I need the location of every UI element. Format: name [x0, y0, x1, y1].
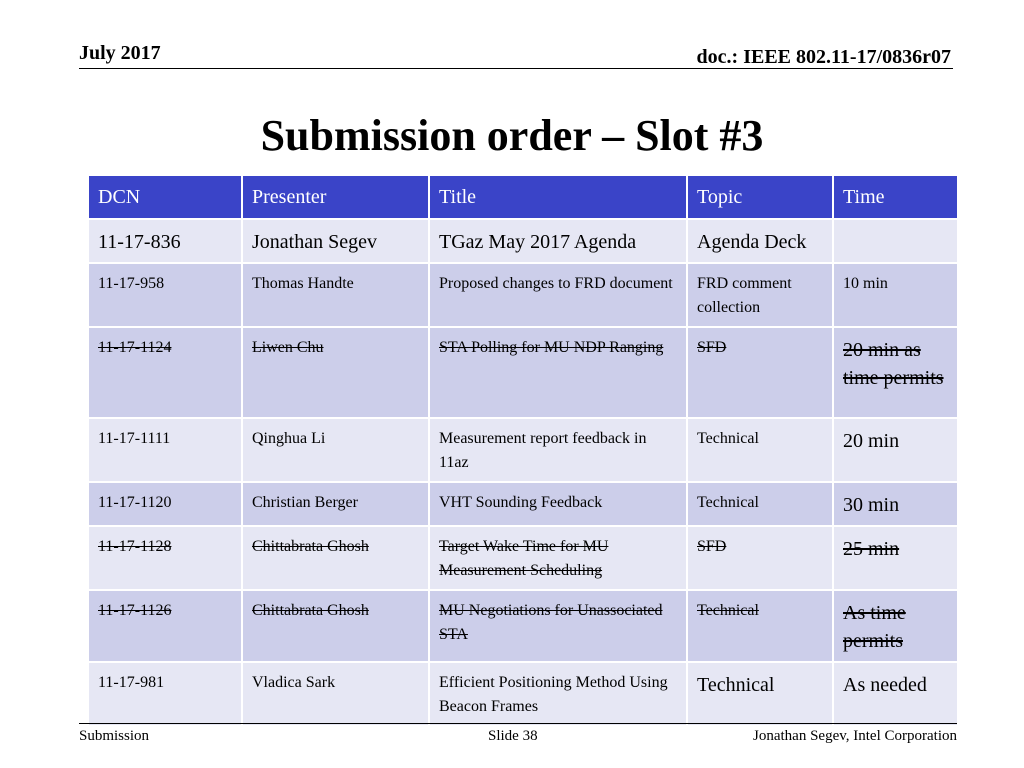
cell-topic: FRD comment collection	[687, 263, 833, 327]
cell-presenter: Chittabrata Ghosh	[242, 526, 429, 590]
cell-time: 10 min	[833, 263, 958, 327]
slide-title: Submission order – Slot #3	[260, 111, 764, 160]
table-row	[88, 263, 958, 327]
cell-presenter: Chittabrata Ghosh	[242, 590, 429, 662]
cell-topic: SFD	[687, 526, 833, 590]
table-row	[88, 662, 958, 726]
header-divider	[79, 68, 953, 69]
cell-dcn: 11-17-1128	[88, 526, 242, 590]
cell-topic: SFD	[687, 327, 833, 418]
cell-title: Proposed changes to FRD document	[429, 263, 687, 327]
cell-time: 30 min	[833, 482, 958, 526]
cell-time: As needed	[833, 662, 958, 726]
table-row-struck	[88, 327, 958, 418]
column-header-title: Title	[429, 175, 687, 219]
submission-table	[87, 174, 959, 727]
cell-topic: Technical	[687, 482, 833, 526]
cell-presenter: Vladica Sark	[242, 662, 429, 726]
column-header-presenter: Presenter	[242, 175, 429, 219]
cell-title: VHT Sounding Feedback	[429, 482, 687, 526]
cell-presenter: Thomas Handte	[242, 263, 429, 327]
column-header-topic: Topic	[687, 175, 833, 219]
cell-presenter: Qinghua Li	[242, 418, 429, 482]
cell-time: 20 min	[833, 418, 958, 482]
cell-title: Measurement report feedback in 11az	[429, 418, 687, 482]
table-row	[88, 219, 958, 263]
cell-presenter: Christian Berger	[242, 482, 429, 526]
footer-divider	[79, 723, 957, 724]
cell-dcn: 11-17-1126	[88, 590, 242, 662]
column-header-time: Time	[833, 175, 958, 219]
cell-topic: Technical	[687, 590, 833, 662]
cell-dcn: 11-17-1124	[88, 327, 242, 418]
cell-title: Efficient Positioning Method Using Beacon Frames	[429, 662, 687, 726]
cell-topic: Agenda Deck	[687, 219, 833, 263]
table-header-row	[88, 175, 958, 219]
cell-time	[833, 219, 958, 263]
cell-dcn: 11-17-836	[88, 219, 242, 263]
header-doc-id: doc.: IEEE 802.11-17/0836r07	[696, 46, 951, 68]
cell-title: STA Polling for MU NDP Ranging	[429, 327, 687, 418]
cell-dcn: 11-17-1111	[88, 418, 242, 482]
cell-topic: Technical	[687, 418, 833, 482]
footer-slide-number: Slide 38	[488, 728, 538, 744]
table-row	[88, 418, 958, 482]
footer-author: Jonathan Segev, Intel Corporation	[753, 728, 957, 744]
table-row	[88, 482, 958, 526]
column-header-dcn: DCN	[88, 175, 242, 219]
cell-title: TGaz May 2017 Agenda	[429, 219, 687, 263]
cell-topic: Technical	[687, 662, 833, 726]
cell-dcn: 11-17-1120	[88, 482, 242, 526]
cell-dcn: 11-17-981	[88, 662, 242, 726]
table-row-struck	[88, 590, 958, 662]
cell-presenter: Jonathan Segev	[242, 219, 429, 263]
cell-presenter: Liwen Chu	[242, 327, 429, 418]
cell-title: Target Wake Time for MU Measurement Scheduling	[429, 526, 687, 590]
cell-time: 20 min as time permits	[833, 327, 958, 418]
cell-time: 25 min	[833, 526, 958, 590]
footer-left: Submission	[79, 728, 150, 744]
cell-title: MU Negotiations for Unassociated STA	[429, 590, 687, 662]
header-date: July 2017	[79, 42, 161, 64]
cell-dcn: 11-17-958	[88, 263, 242, 327]
table-row-struck	[88, 526, 958, 590]
cell-time: As time permits	[833, 590, 958, 662]
